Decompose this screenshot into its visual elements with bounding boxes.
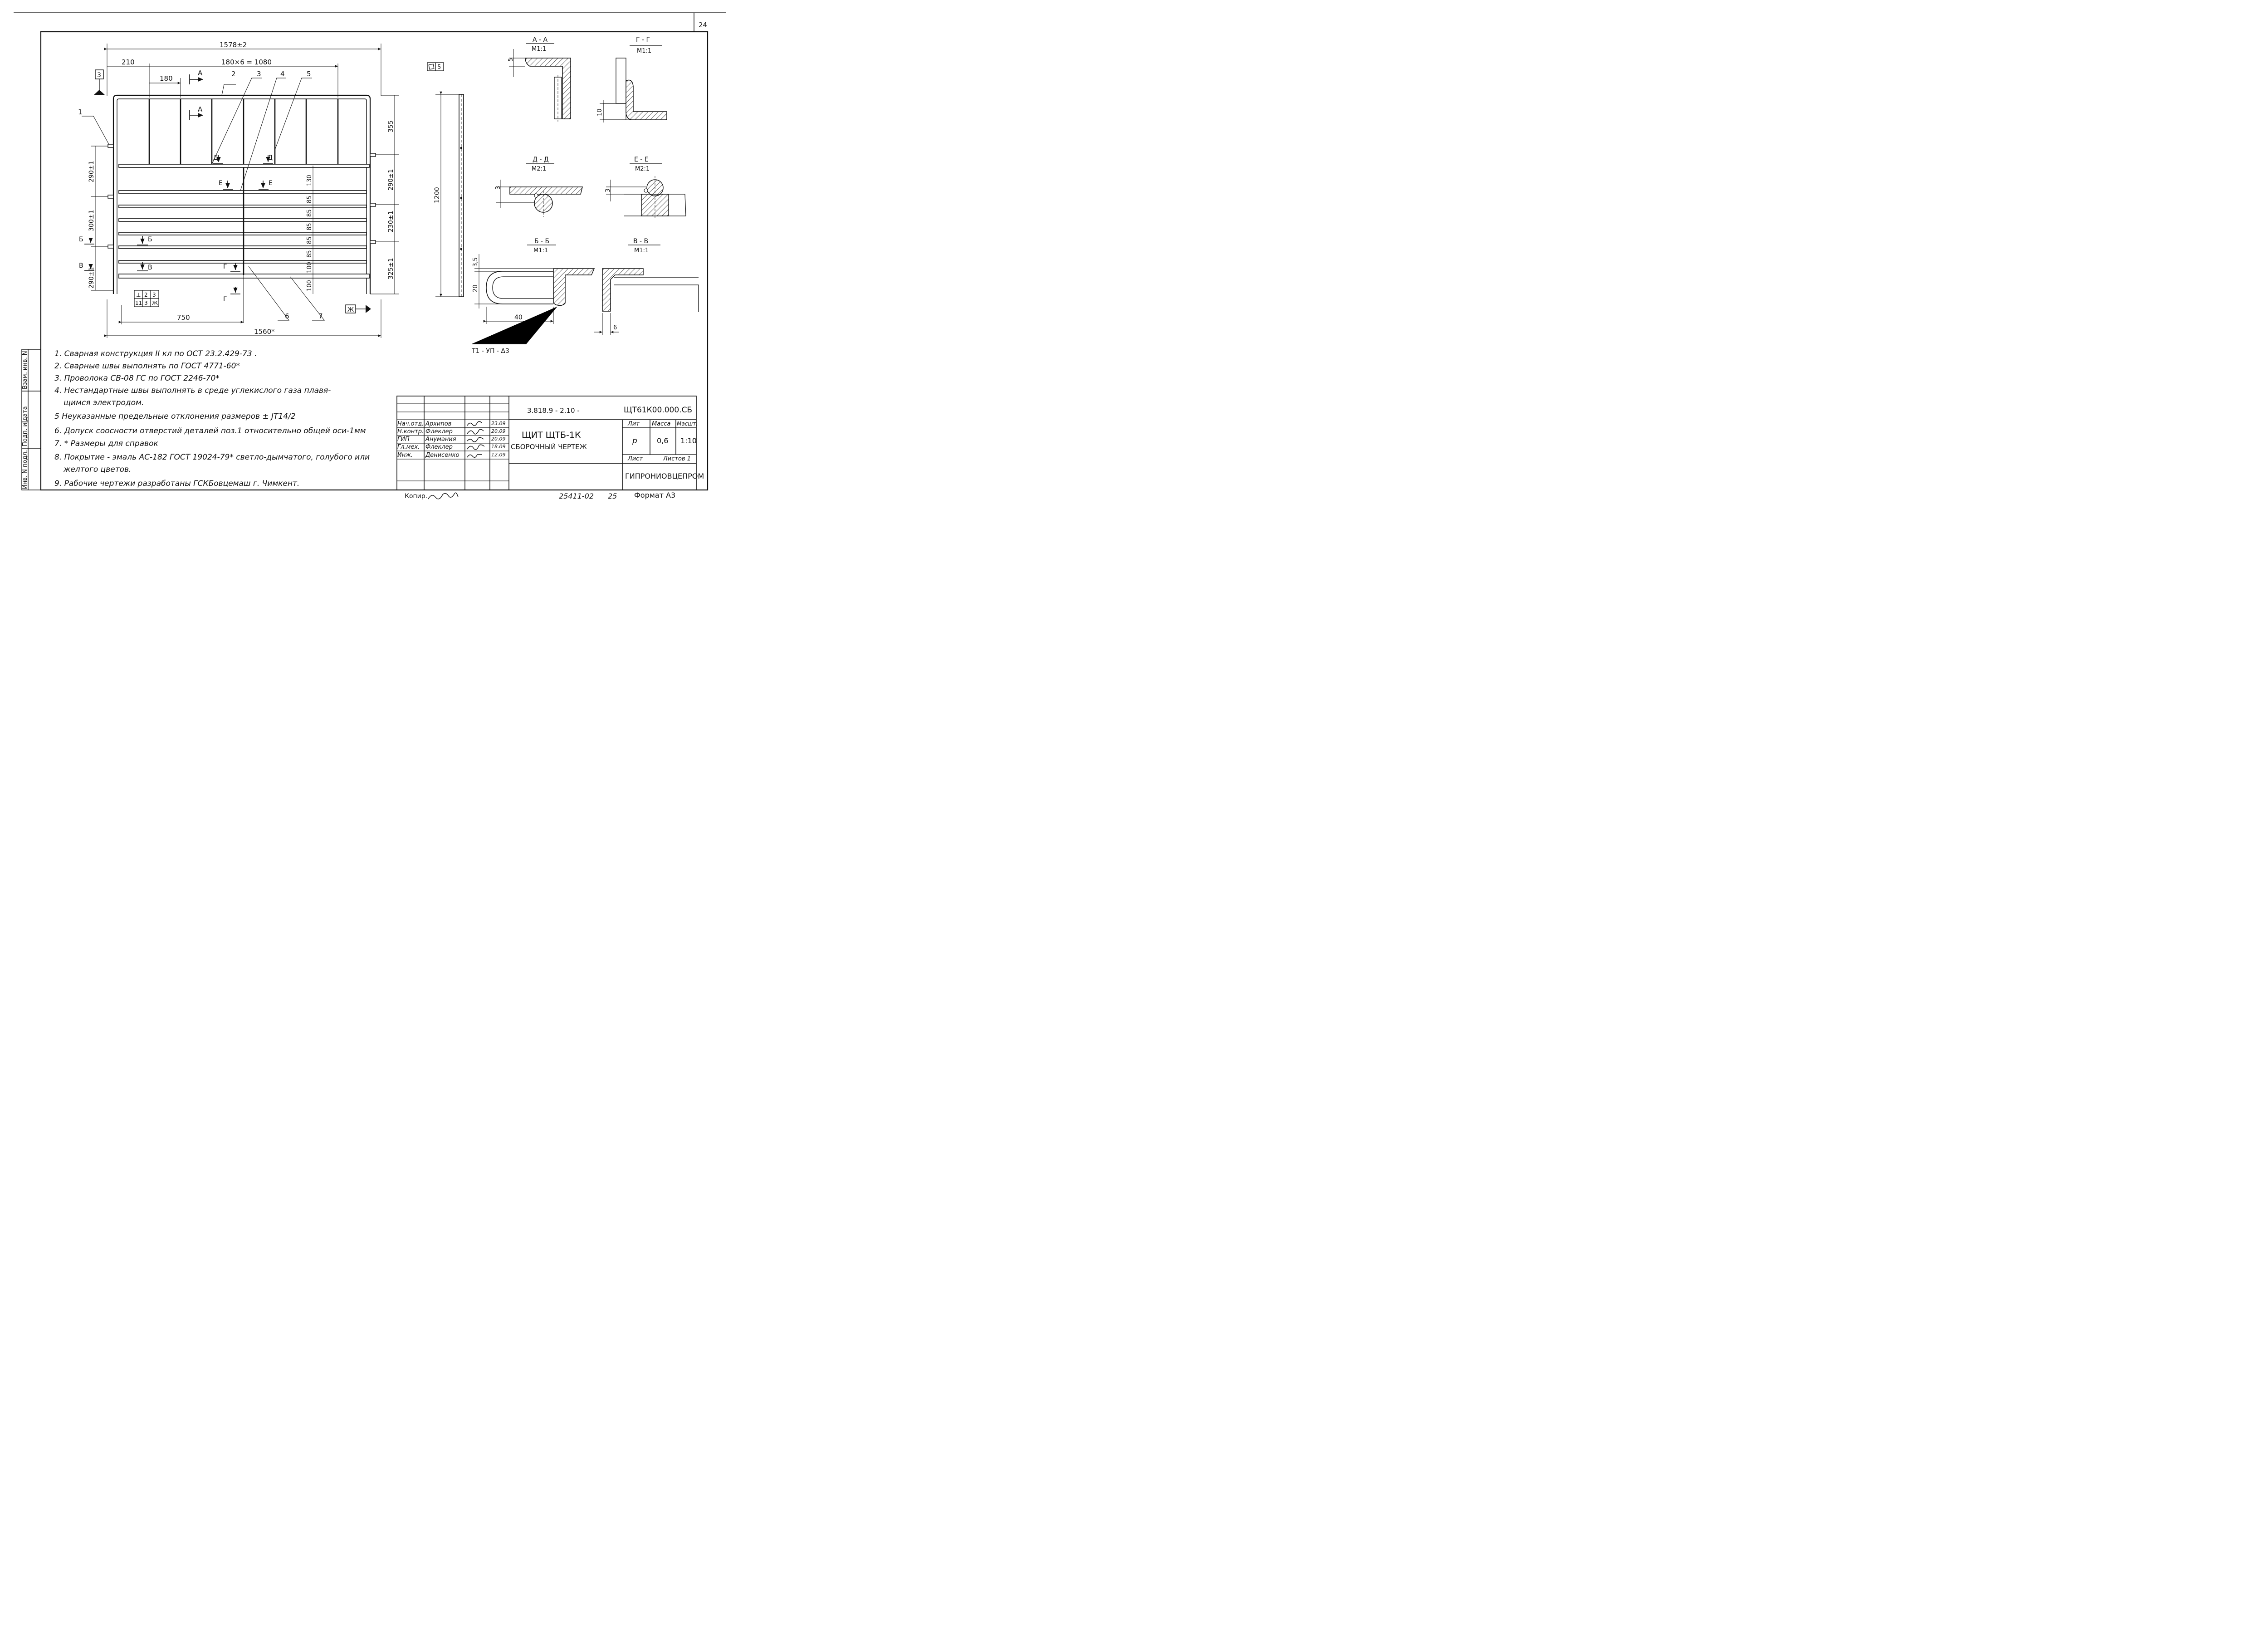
section-aa-scale: М1:1 (532, 46, 547, 53)
weld-symbol-top: 3 (97, 72, 101, 79)
note-2: 2. Сварные швы выполнять по ГОСТ 4771-60* (54, 362, 240, 371)
bar-spacing-6: 100 (306, 262, 313, 273)
marker-a-top: А (198, 69, 203, 77)
sig-date-3: 18.09 (491, 444, 506, 450)
note-8: 8. Покрытие - эмаль АС-182 ГОСТ 19024-79* светло-дымчатого, голубого или (54, 453, 370, 462)
dim-right-3: 325±1 (387, 258, 395, 279)
position-label-4: 4 (280, 70, 285, 78)
title-line-1: ЩИТ ЩТБ-1К (522, 430, 581, 440)
sig-date-0: 23.09 (491, 421, 506, 426)
position-label-3: 3 (257, 70, 261, 78)
sig-role-2: ГИП (397, 436, 410, 443)
dim-left-1: 290±1 (88, 161, 95, 182)
side-view (427, 63, 464, 297)
section-bb-scale: М1:1 (533, 247, 548, 254)
note-4: 4. Нестандартные швы выполнять в среде углекислого газа плавя- (54, 386, 331, 395)
marker-v-main: В (148, 264, 152, 271)
dim-left-offset: 210 (122, 58, 135, 66)
section-aa-dim: 5 (508, 58, 514, 62)
bar-spacing-3: 85 (306, 223, 313, 230)
note-7: 7. * Размеры для справок (54, 439, 158, 448)
note-3: 3. Проволока СВ-08 ГС по ГОСТ 2246-70* (54, 374, 220, 383)
sig-role-0: Нач.отд. (397, 421, 424, 427)
position-label-5: 5 (307, 70, 311, 78)
stamp-podp-data: Подп. и дата (22, 406, 29, 446)
dim-bottom-width: 1560* (254, 328, 275, 336)
dim-left-3: 290±1 (88, 267, 95, 289)
section-b-b (471, 238, 594, 355)
marker-d-left: Д (213, 154, 218, 162)
stamp-vzam-inv: Взам. инв. N (22, 351, 29, 389)
weld-table-4: 3 (144, 300, 148, 306)
section-ee-scale: М2:1 (635, 166, 650, 172)
title-line-2: СБОРОЧНЫЙ ЧЕРТЕЖ (511, 443, 587, 451)
flatness-tolerance: 5 (437, 64, 441, 71)
dim-pitch: 180×6 = 1080 (221, 58, 272, 66)
sig-date-2: 20.09 (491, 436, 506, 442)
section-dd-scale: М2:1 (532, 166, 547, 172)
mass-header: Масса (652, 421, 671, 427)
note-8-cont: желтого цветов. (64, 465, 132, 474)
scale-value: 1:10 (680, 436, 697, 445)
weld-table-5: Ж (152, 300, 158, 306)
note-1: 1. Сварная конструкция II кл по ОСТ 23.2.429-73 . (54, 349, 257, 358)
bar-spacing-4: 85 (306, 236, 313, 244)
lit-value: р (632, 436, 637, 446)
section-aa-name: А - А (533, 36, 548, 44)
bar-spacing-1: 85 (306, 196, 313, 203)
drawing-canvas (0, 0, 726, 514)
main-elevation-view (78, 41, 399, 338)
weld-symbol-right: Ж (347, 307, 354, 313)
page-number: 25 (608, 492, 617, 500)
doc-number: 3.818.9 - 2.10 - (527, 406, 580, 415)
bar-spacing-7: 100 (306, 280, 313, 291)
section-v-v (594, 238, 699, 335)
section-bb-name: Б - Б (534, 238, 550, 245)
mass-value: 0,6 (657, 436, 669, 445)
position-label-6: 6 (285, 312, 289, 320)
bar-spacing-5: 85 (306, 250, 313, 258)
sig-role-4: Инж. (397, 452, 413, 459)
section-gg-scale: М1:1 (637, 48, 652, 54)
sheet-label: Лист (628, 455, 643, 462)
section-bb-dim-20: 20 (472, 284, 479, 292)
section-g-g (596, 36, 667, 122)
sig-date-1: 20.09 (491, 428, 506, 434)
section-e-e (605, 156, 686, 219)
dim-top-right: 355 (387, 120, 395, 132)
bar-spacing-2: 85 (306, 209, 313, 217)
section-vv-name: В - В (633, 238, 649, 245)
marker-e-left: Е (219, 180, 223, 187)
sig-name-4: Денисенко (425, 452, 459, 459)
dim-right-1: 290±1 (387, 169, 395, 191)
organization: ГИПРОНИОВЦЕПРОМ (625, 472, 704, 480)
marker-b-left: Б (79, 236, 83, 243)
dim-bottom-left: 750 (177, 313, 190, 322)
position-label-2: 2 (231, 70, 236, 78)
sig-name-1: Флеклер (425, 428, 453, 435)
bar-spacing-0: 130 (306, 175, 313, 186)
section-vv-dim: 6 (613, 324, 617, 331)
section-dd-name: Д - Д (533, 156, 549, 163)
note-6: 6. Допуск соосности отверстий деталей поз.1 относительно общей оси-1мм (54, 426, 366, 436)
section-bb-weld: Т1 - УП - Δ3 (472, 348, 509, 355)
doc-code: ЩТ61К00.000.СБ (624, 406, 693, 415)
marker-g-top: Г (223, 263, 227, 270)
lit-header: Лит (628, 421, 640, 427)
sig-name-0: Архипов (425, 421, 452, 427)
dim-left-2: 300±1 (88, 210, 95, 231)
note-5: 5 Неуказанные предельные отклонения размеров ± JT14/2 (54, 412, 296, 421)
paper-format: Формат А3 (634, 491, 676, 499)
section-bb-dim-40: 40 (514, 314, 523, 321)
marker-g-bottom: Г (223, 296, 227, 303)
stamp-inv-podl: Инв. N подл. (22, 450, 29, 489)
section-d-d (495, 156, 582, 217)
dim-overall-width: 1578±2 (220, 41, 247, 49)
section-ee-name: Е - Е (634, 156, 649, 163)
position-label-7: 7 (318, 312, 323, 320)
note-9: 9. Рабочие чертежи разработаны ГСКБовцемаш г. Чимкент. (54, 479, 300, 488)
sheet-number: 24 (699, 21, 708, 29)
section-a-a (508, 36, 571, 122)
position-label-1: 1 (78, 108, 83, 116)
dim-right-2: 230±1 (387, 211, 395, 232)
sig-date-4: 12.09 (491, 452, 506, 458)
section-gg-dim: 10 (596, 108, 603, 116)
section-gg-name: Г - Г (636, 36, 650, 44)
marker-d-right: Д (268, 154, 273, 162)
note-4-cont: щимся электродом. (64, 398, 144, 407)
section-dd-dim: 3 (495, 186, 502, 190)
dim-first-pitch: 180 (160, 74, 173, 83)
marker-v-left: В (79, 262, 83, 269)
dim-height: 1200 (434, 187, 441, 203)
marker-a-bottom: А (198, 105, 203, 113)
sheets-label: Листов 1 (663, 455, 691, 462)
section-bb-dim: 3,5 (472, 257, 479, 267)
archive-number: 25411-02 (559, 492, 594, 500)
weld-table-0: ⊥ (136, 292, 141, 298)
sig-role-1: Н.контр. (397, 428, 424, 435)
section-vv-scale: М1:1 (634, 247, 649, 254)
sig-name-2: Анумания (425, 436, 456, 443)
marker-b-main: Б (148, 236, 152, 243)
scale-header: Масшт. (677, 421, 698, 427)
weld-table-3: 11 (135, 300, 142, 306)
weld-table-2: 3 (152, 292, 156, 298)
copied-label: Копир. (405, 493, 428, 500)
section-ee-dim: 3 (605, 188, 611, 192)
marker-e-right: Е (269, 180, 273, 187)
weld-table-1: 2 (144, 292, 148, 298)
sig-role-3: Гл.мех. (397, 444, 420, 450)
sig-name-3: Флеклер (425, 444, 453, 450)
